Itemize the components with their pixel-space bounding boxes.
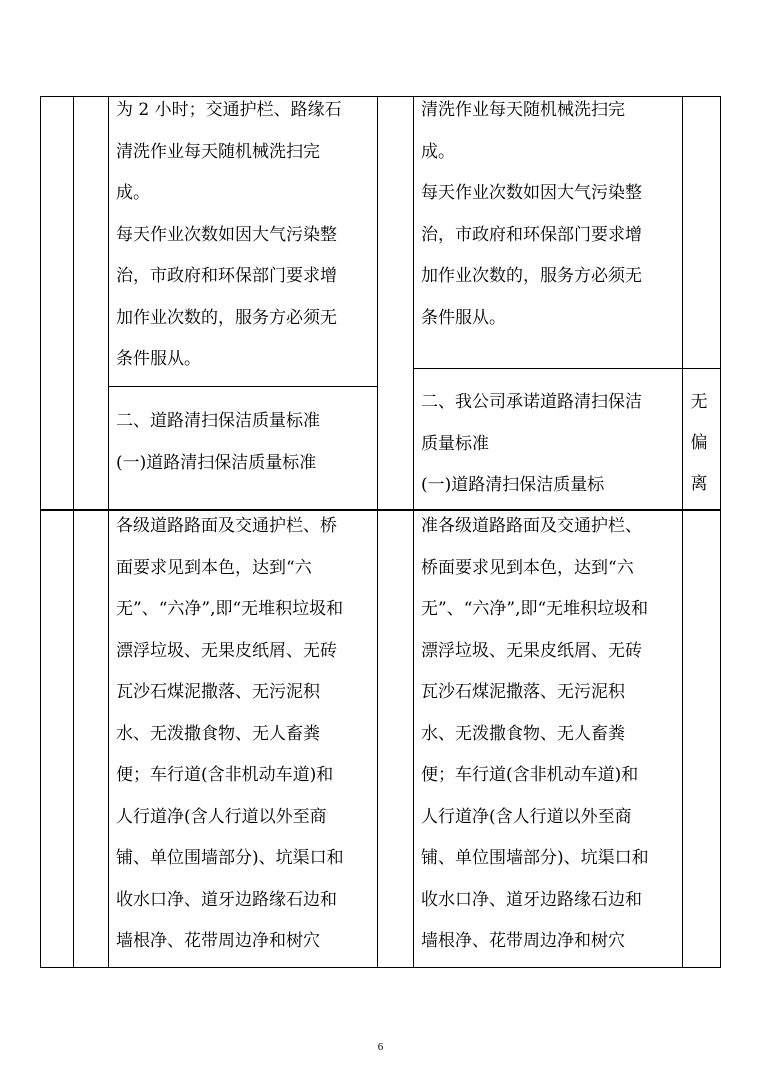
section-heading: 二、我公司承诺道路清扫保洁 xyxy=(421,392,642,412)
text-line: 收水口净、道牙边路缘石边和 xyxy=(421,889,642,910)
text-line: 便；车行道(含非机动车道)和 xyxy=(421,765,639,785)
col-divider xyxy=(377,511,378,967)
text-line: 无”、“六净”,即“无堆积垃圾和 xyxy=(421,599,649,619)
table-upper-right-heading xyxy=(421,382,642,507)
table-upper-left-text xyxy=(116,90,342,381)
text-line: 各级道路路面及交通护栏、桥 xyxy=(116,516,337,536)
col-divider xyxy=(682,97,683,509)
deviation-char: 偏 xyxy=(690,433,708,453)
col-divider xyxy=(108,97,109,509)
text-line: 治，市政府和环保部门要求增 xyxy=(116,266,337,286)
section-heading: 二、道路清扫保洁质量标准 xyxy=(116,411,320,431)
text-line: 墙根净、花带周边净和树穴 xyxy=(421,931,625,951)
text-line: 准各级道路路面及交通护栏、 xyxy=(421,516,642,536)
col-divider xyxy=(377,97,378,509)
col-divider xyxy=(108,511,109,967)
text-line: 清洗作业每天随机械洗扫完 xyxy=(116,141,320,162)
deviation-char: 无 xyxy=(690,392,708,412)
text-line: 成。 xyxy=(421,141,455,162)
text-line: 加作业次数的，服务方必须无 xyxy=(421,266,642,286)
text-line: 人行道净(含人行道以外至商 xyxy=(421,806,632,827)
text-line: 铺、单位围墙部分)、坑渠口和 xyxy=(421,848,649,868)
text-line: 水、无泼撒食物、无人畜粪 xyxy=(421,723,625,744)
deviation-cell xyxy=(686,382,712,505)
text-line: 瓦沙石煤泥撒落、无污泥积 xyxy=(421,682,625,702)
page-number: 6 xyxy=(377,1041,384,1053)
col-divider xyxy=(413,97,414,509)
text-line: 铺、单位围墙部分)、坑渠口和 xyxy=(116,848,344,868)
col-divider xyxy=(413,511,414,967)
text-line: 水、无泼撒食物、无人畜粪 xyxy=(116,723,320,744)
col-divider xyxy=(73,97,74,509)
text-line: 成。 xyxy=(116,183,150,203)
text-line: 每天作业次数如因大气污染整 xyxy=(116,224,337,245)
text-line: 条件服从。 xyxy=(116,349,201,369)
text-line: 收水口净、道牙边路缘石边和 xyxy=(116,889,337,910)
table-upper-right-text xyxy=(421,90,642,339)
text-line: 漂浮垃圾、无果皮纸屑、无砖 xyxy=(116,640,337,661)
sub-heading: (一)道路清扫保洁质量标准 xyxy=(116,452,317,473)
text-line: 为 2 小时；交通护栏、路缘石 xyxy=(116,100,342,120)
text-line: 便；车行道(含非机动车道)和 xyxy=(116,765,334,785)
deviation-char: 离 xyxy=(690,474,708,494)
table-lower-left-text xyxy=(116,506,344,963)
text-line: 清洗作业每天随机械洗扫完 xyxy=(421,100,625,120)
text-line: 漂浮垃圾、无果皮纸屑、无砖 xyxy=(421,640,642,661)
text-line: 质量标准 xyxy=(421,433,489,454)
row-divider-left xyxy=(108,386,377,387)
text-line: 条件服从。 xyxy=(421,307,506,328)
text-line: 桥面要求见到本色，达到“六 xyxy=(421,557,634,578)
sub-heading: (一)道路清扫保洁质量标 xyxy=(421,475,605,495)
text-line: 面要求见到本色，达到“六 xyxy=(116,557,312,578)
col-divider xyxy=(73,511,74,967)
text-line: 人行道净(含人行道以外至商 xyxy=(116,806,327,827)
row-divider-right xyxy=(413,368,721,369)
text-line: 瓦沙石煤泥撒落、无污泥积 xyxy=(116,682,320,702)
text-line: 加作业次数的，服务方必须无 xyxy=(116,307,337,328)
table-upper-left-heading xyxy=(116,401,320,484)
text-line: 治，市政府和环保部门要求增 xyxy=(421,224,642,245)
text-line: 墙根净、花带周边净和树穴 xyxy=(116,931,320,951)
text-line: 每天作业次数如因大气污染整 xyxy=(421,183,642,203)
col-divider xyxy=(682,511,683,967)
table-lower-right-text xyxy=(421,506,649,963)
text-line: 无”、“六净”,即“无堆积垃圾和 xyxy=(116,599,344,619)
